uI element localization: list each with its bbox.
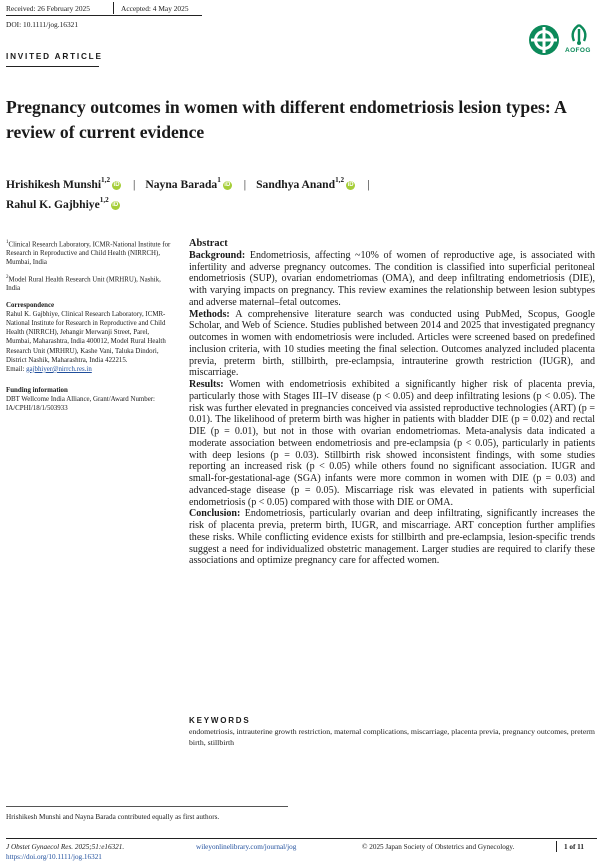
footnote-rule	[6, 806, 288, 807]
orcid-icon[interactable]: iD	[113, 181, 120, 188]
page-number: 1 of 11	[564, 843, 584, 851]
affiliation-2: $^2$Model Rural Health Research Unit (MRHRU), Nashik, India	[6, 274, 161, 292]
author-line-2	[6, 189, 120, 217]
funding	[6, 386, 174, 413]
footnote: Hrishikesh Munshi and Nayna Barada contributed equally as first authors.	[6, 813, 220, 821]
email-link[interactable]: gajbhiyer@nirrch.res.in	[26, 365, 92, 373]
author-affiliation: 1,2	[99, 196, 109, 204]
email-label: Email:	[6, 365, 25, 373]
left-column	[6, 238, 174, 418]
funding-text: DBT Wellcome India Alliance, Grant/Award Number: IA/CPHI/18/1/503933	[6, 395, 155, 412]
article-type-rule	[6, 66, 99, 67]
abstract-results: Results: Women with endometriosis exhibited a significantly higher risk of placenta previa, particularly those with Stages III–IV disease (p < 0.05) and deep infiltrating lesions (p < 0.05). The risk was further elevated in pregnancies conceived via assisted reproductive technologies (ART) (p = 0.01). The likelihood of preterm birth was higher in patients with bladder DIE (p = 0.02) and rectal DIE (p = 0.01), but not in those with ovarian endometriomas. Meta-analysis data indicated a moderate association between endometriosis and pre-eclampsia (p < 0.05), particularly in patients with deep lesions (p = 0.03). Stillbirth risk showed inconsistent findings, with some studies reporting an increased risk (p < 0.05) while others found no significant association. IUGR and small-for-gestational-age (SGA) infants were more common in women with DIE (p = 0.03) and advanced-stage disease (p = 0.05). Miscarriage risk was elevated in patients with superficial endometriosis (p < 0.05) compared with those with DIE or OMA.	[189, 379, 595, 508]
footer-rule	[6, 838, 597, 839]
abstract-background: Background: Endometriosis, affecting ~10% of women of reproductive age, is associated with infertility and adverse pregnancy outcomes. The condition is classified into superficial peritoneal endometriosis (SUP), ovarian endometriomas (OMA), and deep infiltrating endometriosis (DIE), with varying impacts on pregnancy. This review examines the relationship between lesion subtypes and adverse maternal–fetal outcomes.	[189, 249, 595, 308]
author-separator: |	[133, 177, 136, 191]
footer-journal: J Obstet Gynaecol Res. 2025;51:e16321.	[6, 843, 125, 851]
author-name: Rahul K. Gajbhiye	[6, 197, 100, 211]
abstract	[189, 238, 595, 567]
footer-divider	[556, 841, 557, 852]
accepted-date: Accepted: 4 May 2025	[121, 4, 189, 13]
article-title: Pregnancy outcomes in women with different endometriosis lesion types: A review of current evidence	[6, 97, 566, 142]
correspondence	[6, 301, 174, 374]
keywords-heading: KEYWORDS	[189, 716, 251, 725]
received-date: Received: 26 February 2025	[6, 4, 90, 13]
footer-copyright: © 2025 Japan Society of Obstetrics and Gynecology.	[362, 843, 515, 851]
keywords-text: endometriosis, intrauterine growth restriction, maternal complications, miscarriage, placenta previa, pregnancy outcomes, preterm birth, stillbirth	[189, 727, 595, 747]
article-type: INVITED ARTICLE	[6, 52, 103, 61]
doi-header: DOI: 10.1111/jog.16321	[6, 20, 79, 29]
abstract-conclusion: Conclusion: Endometriosis, particularly ovarian and deep infiltrating, significantly increases the risk of placenta previa, preterm birth, IUGR, and miscarriage. ART conception further amplifies these risks. While conflicting evidence exists for stillbirth and pre-eclampsia, lesion-specific trends suggest a need for individualized obstetric management. Larger studies are required to clarify these associations and optimize pregnancy care for affected women.	[189, 508, 595, 567]
orcid-icon[interactable]: iD	[347, 181, 354, 188]
funding-heading: Funding information	[6, 386, 68, 394]
author-name: Nayna Barada	[145, 177, 218, 191]
aofog-logo-text: AOFOG	[565, 47, 591, 54]
aofog-emblem-icon	[566, 24, 592, 46]
journal-logo-icon	[528, 24, 560, 56]
footer-doi-link[interactable]: https://doi.org/10.1111/jog.16321	[6, 853, 102, 861]
header-rule	[6, 15, 202, 16]
abstract-heading: Abstract	[189, 238, 228, 249]
orcid-icon[interactable]: iD	[112, 201, 119, 208]
header-divider	[113, 2, 114, 14]
author-separator: |	[243, 177, 247, 191]
abstract-methods: Methods: A comprehensive literature search was conducted using PubMed, Scopus, Google Scholar, and Web of Science. Studies published between 2014 and 2025 that investigated pregnancy outcomes in women with endometriosis were included. Articles were screened based on predefined inclusion criteria, with 10 studies meeting the final selection. Outcomes analyzed included placenta previa, preterm birth, stillbirth, pre-eclampsia, intrauterine growth restriction (IUGR), and miscarriage.	[189, 308, 595, 379]
orcid-icon[interactable]: iD	[224, 181, 231, 188]
author-separator: |	[367, 177, 370, 191]
author-name: Hrishikesh Munshi	[6, 177, 102, 191]
correspondence-text: Rahul K. Gajbhiye, Clinical Research Laboratory, ICMR-National Institute for Research in Reproductive and Child Health (NIRRCH), Jehangir Merwanji Street, Parel, Mumbai, Maharashtra, India 400012, Model Rural Health Research Unit (MRHRU), Kashe Vani, Taluka Dindori, District Nashik, Maharashtra, India 422215.	[6, 311, 166, 364]
author-affiliation: 1,2	[335, 176, 345, 184]
author-name: Sandhya Anand	[256, 177, 336, 191]
footer-site-link[interactable]: wileyonlinelibrary.com/journal/jog	[196, 843, 297, 851]
correspondence-heading: Correspondence	[6, 302, 55, 310]
author-affiliation: 1	[217, 176, 221, 184]
author-affiliation: 1,2	[101, 176, 111, 184]
affiliation-1: $^1$Clinical Research Laboratory, ICMR-National Institute for Research in Reproductive and Child Health (NIRRCH), Mumbai, India	[6, 240, 171, 267]
